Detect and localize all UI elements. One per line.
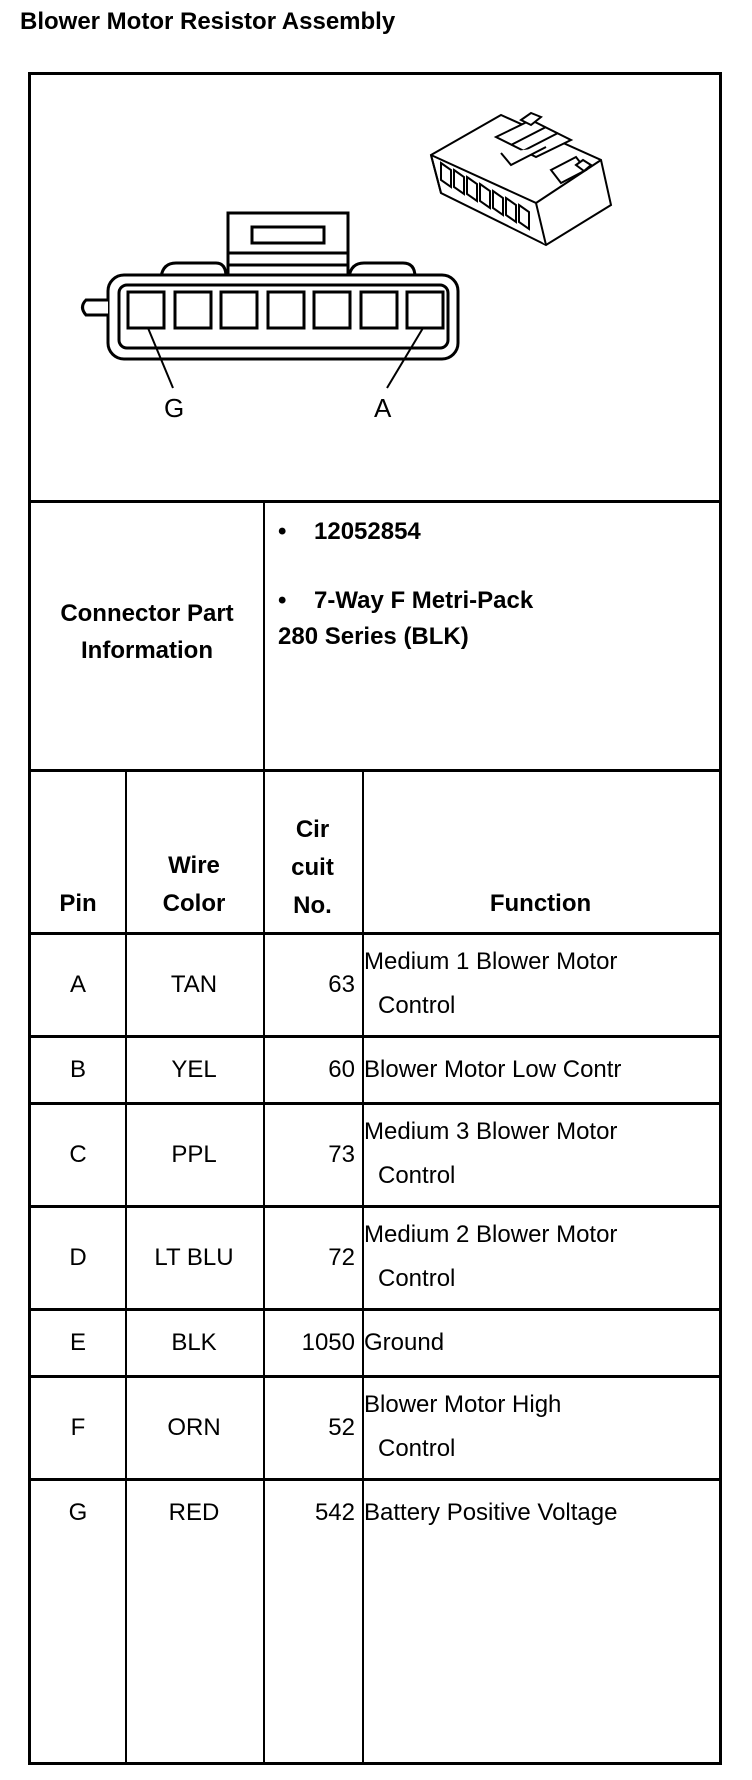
header-circuit [263,811,362,925]
divider [263,503,265,769]
table-row [31,1105,719,1205]
circuit-number-cell: 63 [328,971,355,998]
function-line1: Blower Motor High [364,1391,562,1418]
table-row [31,1481,719,1545]
connector-info-label-line1: Connector Part [60,600,234,627]
connector-table [28,72,722,1765]
pin-cell: B [69,1056,86,1083]
table-row [31,1311,719,1375]
connector-info-label-line2: Information [81,637,213,664]
header-circuit-line1: Cir [295,816,330,843]
function-cell [364,1491,719,1535]
pin-cell: A [69,971,86,998]
header-wire-color-line1: Wire [168,852,220,879]
function-cell [364,1213,719,1301]
connector-3d-icon [431,113,611,245]
pin-a-callout-label: A [374,393,392,423]
circuit-number-cell: 72 [328,1244,355,1271]
function-line2: Control [378,1265,456,1292]
pin-cell: C [69,1141,87,1168]
connector-info-values [278,513,533,655]
pin-cell: G [68,1499,88,1526]
wire-color-cell: YEL [171,1056,217,1083]
connector-type-line1: 7-Way F Metri-Pack [314,587,534,614]
wire-color-cell: RED [168,1499,220,1526]
function-cell [364,940,719,1028]
header-pin: Pin [59,890,97,917]
header-circuit-line3: No. [293,892,332,919]
connector-diagram [31,75,719,570]
wire-color-cell: BLK [171,1329,217,1356]
wire-color-cell: ORN [167,1414,221,1441]
connector-face [83,213,459,359]
divider [31,500,719,503]
header-wire-color-line2: Color [162,890,226,917]
wire-color-cell: LT BLU [154,1244,234,1271]
circuit-number-cell: 52 [328,1414,355,1441]
table-row [31,1378,719,1478]
part-number: 12052854 [314,518,421,545]
table-row [31,1208,719,1308]
function-cell [364,1383,719,1471]
pin-cell: E [69,1329,86,1356]
function-line1: Ground [364,1329,445,1356]
connector-info-label [31,595,263,669]
function-cell [364,1048,719,1092]
connector-type-line2: 280 Series (BLK) [278,623,469,650]
table-row [31,935,719,1035]
divider [31,769,719,772]
circuit-number-cell: 1050 [301,1329,355,1356]
pin-cell: F [70,1414,86,1441]
header-function: Function [489,890,592,917]
function-cell [364,1110,719,1198]
circuit-number-cell: 73 [328,1141,355,1168]
circuit-number-cell: 542 [314,1499,355,1526]
function-line1: Blower Motor Low Contr [364,1056,622,1083]
header-circuit-line2: cuit [291,854,334,881]
function-line2: Control [378,1162,456,1189]
function-line1: Battery Positive Voltage [364,1499,618,1526]
pin-cell: D [69,1244,87,1271]
circuit-number-cell: 60 [328,1056,355,1083]
function-cell [364,1321,719,1365]
connector-pin-cavities [128,292,443,328]
page-title: Blower Motor Resistor Assembly [20,8,396,35]
wire-color-cell: TAN [170,971,218,998]
function-line1: Medium 2 Blower Motor [364,1221,618,1248]
function-line2: Control [378,1435,456,1462]
header-wire-color [125,847,263,923]
function-line2: Control [378,992,456,1019]
function-line1: Medium 1 Blower Motor [364,948,618,975]
table-row [31,1038,719,1102]
wire-color-cell: PPL [171,1141,217,1168]
bullet: • [278,518,287,545]
pin-g-callout-label: G [164,393,185,423]
function-line1: Medium 3 Blower Motor [364,1118,618,1145]
bullet: • [278,587,287,614]
